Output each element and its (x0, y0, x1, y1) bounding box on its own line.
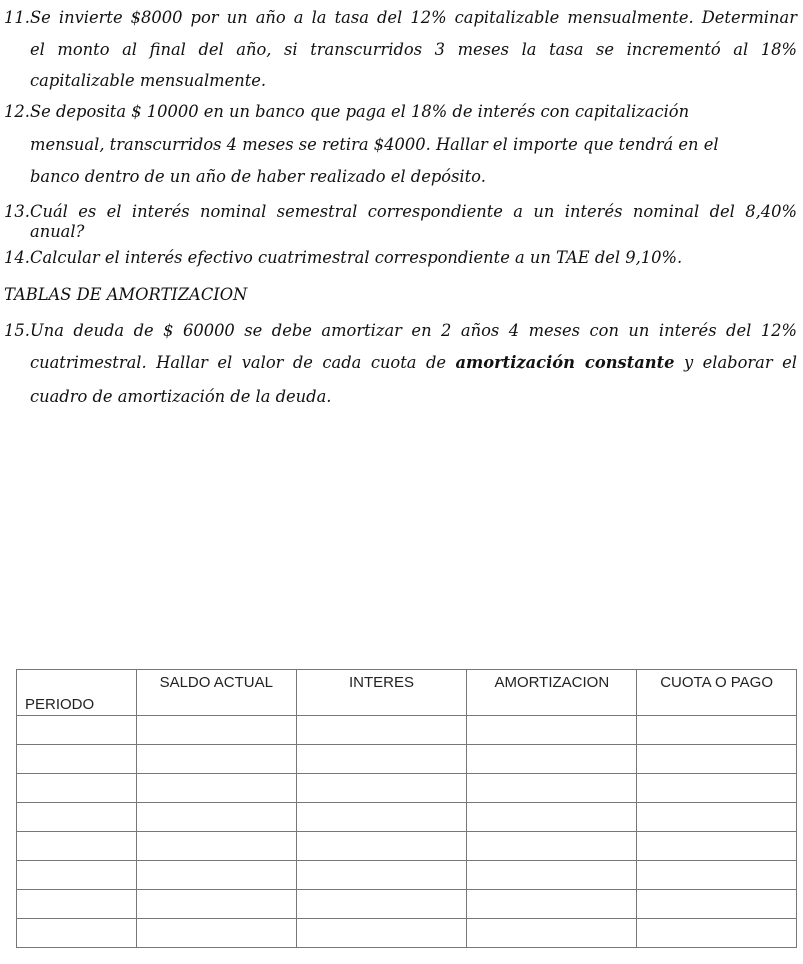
table-row (17, 803, 797, 832)
table-cell (296, 890, 467, 919)
table-row (17, 890, 797, 919)
text-line: cuadro de amortización de la deuda. (30, 387, 332, 406)
table-cell (637, 745, 797, 774)
text-line: banco dentro de un año de haber realizado el depósito. (30, 167, 486, 186)
item-number: 12. (4, 102, 30, 121)
table-cell (136, 774, 296, 803)
table-cell (637, 832, 797, 861)
table-row (17, 745, 797, 774)
table-cell (637, 774, 797, 803)
table-cell (467, 890, 637, 919)
table-cell (637, 919, 797, 948)
table-cell (136, 832, 296, 861)
text-segment: cuatrimestral. Hallar el valor de cada cuota de (30, 353, 456, 372)
header-periodo: PERIODO (17, 670, 137, 716)
table-cell (637, 861, 797, 890)
table-cell (17, 890, 137, 919)
table-cell (296, 716, 467, 745)
header-cuota-o-pago: CUOTA O PAGO (637, 670, 797, 716)
table-cell (296, 745, 467, 774)
table-row (17, 716, 797, 745)
table-cell (136, 716, 296, 745)
text-line: anual? (30, 222, 85, 241)
table-cell (467, 803, 637, 832)
table-row (17, 774, 797, 803)
table-cell (17, 832, 137, 861)
table-cell (17, 803, 137, 832)
text-line: Una deuda de $ 60000 se debe amortizar en 2 años 4 meses con un interés del 12% (30, 321, 797, 340)
table-cell (17, 716, 137, 745)
text-line: el monto al final del año, si transcurridos 3 meses la tasa se incrementó al 18% (30, 40, 797, 59)
table-row (17, 919, 797, 948)
header-interes: INTERES (296, 670, 467, 716)
table-cell (17, 919, 137, 948)
table-cell (296, 832, 467, 861)
section-heading: TABLAS DE AMORTIZACION (4, 285, 248, 304)
text-line: Calcular el interés efectivo cuatrimestral correspondiente a un TAE del 9,10%. (30, 248, 683, 267)
table-cell (296, 803, 467, 832)
table-row (17, 832, 797, 861)
text-line: Cuál es el interés nominal semestral correspondiente a un interés nominal del 8,40% (30, 202, 797, 221)
amortization-table (16, 669, 797, 948)
item-number: 14. (4, 248, 30, 267)
table-cell (296, 861, 467, 890)
table-cell (17, 774, 137, 803)
table-cell (296, 919, 467, 948)
table-cell (467, 716, 637, 745)
table-cell (136, 803, 296, 832)
table-cell (136, 745, 296, 774)
header-saldo-actual: SALDO ACTUAL (136, 670, 296, 716)
table-cell (136, 890, 296, 919)
table-cell (467, 832, 637, 861)
table-cell (467, 861, 637, 890)
table-cell (637, 803, 797, 832)
table-cell (136, 919, 296, 948)
table-row (17, 861, 797, 890)
table-cell (467, 919, 637, 948)
table-cell (136, 861, 296, 890)
item-number: 11. (4, 8, 30, 27)
table-cell (467, 745, 637, 774)
text-line: capitalizable mensualmente. (30, 71, 267, 90)
table-cell (637, 890, 797, 919)
table-cell (467, 774, 637, 803)
table-cell (637, 716, 797, 745)
bold-term: amortización constante (455, 353, 675, 372)
header-amortizacion: AMORTIZACION (467, 670, 637, 716)
text-segment: y elaborar el (674, 353, 797, 372)
table-cell (17, 861, 137, 890)
text-line: Se deposita $ 10000 en un banco que paga el 18% de interés con capitalización (30, 102, 690, 121)
item-number: 13. (4, 202, 30, 221)
text-line: Se invierte $8000 por un año a la tasa del 12% capitalizable mensualmente. Determinar (30, 8, 797, 27)
table-cell (17, 745, 137, 774)
text-line (30, 353, 797, 373)
table-cell (296, 774, 467, 803)
item-number: 15. (4, 321, 30, 340)
text-line: mensual, transcurridos 4 meses se retira $4000. Hallar el importe que tendrá en el (30, 135, 719, 154)
